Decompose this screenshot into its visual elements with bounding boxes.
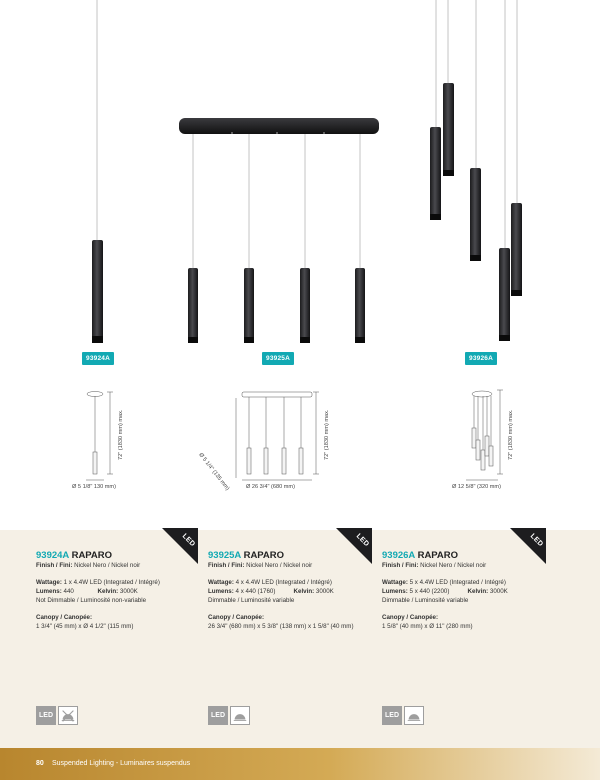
dimming-note: Dimmable / Luminosité variable bbox=[382, 597, 469, 604]
product-code: 93924A bbox=[36, 550, 69, 561]
led-corner-badge: LED bbox=[504, 528, 546, 570]
kelvin-label: Kelvin: bbox=[97, 588, 119, 595]
finish-label: Finish / Fini: bbox=[382, 562, 419, 569]
feature-icons bbox=[208, 706, 250, 726]
finish-label: Finish / Fini: bbox=[36, 562, 73, 569]
finish-value: Nickel Nero / Nickel noir bbox=[246, 562, 313, 569]
dimension-height: 72" (1830 mm) max. bbox=[118, 409, 124, 460]
kelvin-label: Kelvin: bbox=[467, 588, 489, 595]
feature-icons bbox=[382, 706, 424, 726]
dimension-height: 72" (1830 mm) max. bbox=[508, 409, 514, 460]
product-name: RAPARO bbox=[417, 550, 459, 561]
product-name: RAPARO bbox=[243, 550, 285, 561]
wattage-value: 1 x 4.4W LED (Integrated / Intégré) bbox=[63, 579, 160, 586]
pendant-93926a-photo bbox=[430, 0, 522, 341]
wattage-value: 5 x 4.4W LED (Integrated / Intégré) bbox=[409, 579, 506, 586]
pendant-93925a-photo bbox=[179, 118, 379, 343]
led-corner-badge: LED bbox=[330, 528, 372, 570]
page-footer bbox=[0, 748, 600, 780]
canopy-label: Canopy / Canopée: bbox=[208, 614, 265, 621]
canopy-value: 1 5/8" (40 mm) x Ø 11" (280 mm) bbox=[382, 623, 473, 630]
led-icon: LED bbox=[36, 706, 56, 725]
wattage-label: Wattage: bbox=[382, 579, 408, 586]
product-name: RAPARO bbox=[71, 550, 113, 561]
canopy-value: 26 3/4" (680 mm) x 5 3/8" (138 mm) x 1 5/8" (40 mm) bbox=[208, 623, 354, 630]
lumens-label: Lumens: bbox=[36, 588, 62, 595]
lumens-value: 440 bbox=[63, 588, 74, 595]
led-corner-badge: LED bbox=[156, 528, 198, 570]
lumens-value: 5 x 440 (2200) bbox=[409, 588, 450, 595]
dimension-canopy-diameter: Ø 5 1/4" (135 mm) bbox=[197, 452, 231, 492]
led-icon: LED bbox=[382, 706, 402, 725]
product-code: 93925A bbox=[208, 550, 241, 561]
kelvin-value: 3000K bbox=[315, 588, 334, 595]
finish-value: Nickel Nero / Nickel noir bbox=[74, 562, 141, 569]
finish-label: Finish / Fini: bbox=[208, 562, 245, 569]
dimming-note: Not Dimmable / Luminosité non-variable bbox=[36, 597, 147, 604]
product-code-tag: 93926A bbox=[465, 352, 497, 365]
dimmable-icon bbox=[230, 706, 250, 725]
dimmable-icon bbox=[404, 706, 424, 725]
product-code-tag: 93924A bbox=[82, 352, 114, 365]
wattage-label: Wattage: bbox=[36, 579, 62, 586]
not-dimmable-icon bbox=[58, 706, 78, 725]
canopy-value: 1 3/4" (45 mm) x Ø 4 1/2" (115 mm) bbox=[36, 623, 134, 630]
spec-panel bbox=[0, 530, 600, 748]
product-code-tag: 93925A bbox=[262, 352, 294, 365]
wattage-value: 4 x 4.4W LED (Integrated / Intégré) bbox=[235, 579, 332, 586]
product-photos bbox=[0, 0, 600, 370]
kelvin-value: 3000K bbox=[489, 588, 508, 595]
dimension-width: Ø 26 3/4" (680 mm) bbox=[246, 484, 295, 490]
product-code: 93926A bbox=[382, 550, 415, 561]
led-icon: LED bbox=[208, 706, 228, 725]
pendant-93924a-photo bbox=[92, 0, 103, 343]
lumens-value: 4 x 440 (1760) bbox=[235, 588, 276, 595]
section-title: Suspended Lighting - Luminaires suspendus bbox=[52, 760, 191, 767]
kelvin-label: Kelvin: bbox=[293, 588, 315, 595]
page-number: 80 bbox=[36, 760, 44, 767]
dimension-diameter: Ø 5 1/8" 130 mm) bbox=[72, 484, 116, 490]
wattage-label: Wattage: bbox=[208, 579, 234, 586]
lumens-label: Lumens: bbox=[382, 588, 408, 595]
dimension-diameter: Ø 12 5/8" (320 mm) bbox=[452, 484, 501, 490]
dimming-note: Dimmable / Luminosité variable bbox=[208, 597, 295, 604]
finish-value: Nickel Nero / Nickel noir bbox=[420, 562, 487, 569]
canopy-label: Canopy / Canopée: bbox=[382, 614, 439, 621]
dimension-height: 72" (1830 mm) max. bbox=[324, 409, 330, 460]
feature-icons bbox=[36, 706, 78, 726]
lumens-label: Lumens: bbox=[208, 588, 234, 595]
kelvin-value: 3000K bbox=[119, 588, 138, 595]
canopy-label: Canopy / Canopée: bbox=[36, 614, 93, 621]
